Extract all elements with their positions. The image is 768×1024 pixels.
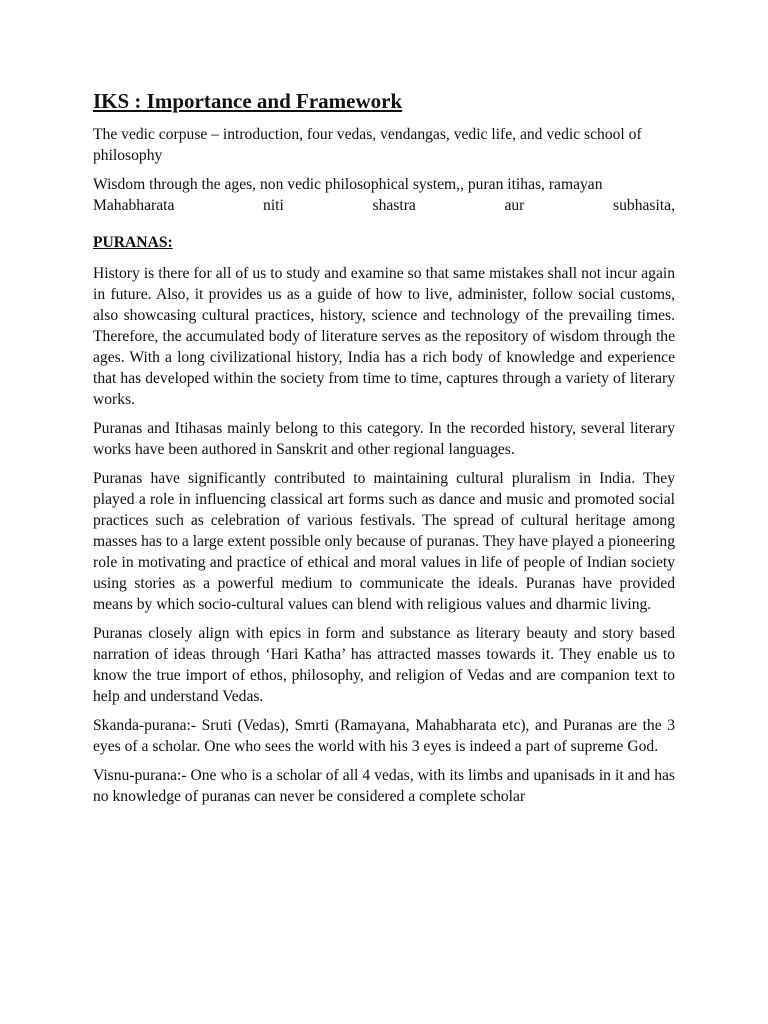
body-paragraph: Puranas and Itihasas mainly belong to this category. In the recorded history, several literary works have been authored in Sanskrit and other regional languages. <box>93 420 675 458</box>
body-paragraph: Visnu-purana:- One who is a scholar of all 4 vedas, with its limbs and upanisads in it and has no knowledge of puranas can never be considered a complete scholar <box>93 767 675 805</box>
intro-paragraph-2: Wisdom through the ages, non vedic philosophical system,, puran itihas, ramayan <box>93 176 603 193</box>
document-page <box>93 88 675 815</box>
intro-word: niti <box>263 197 284 214</box>
document-title: IKS : Importance and Framework <box>93 89 403 113</box>
body-paragraph: Puranas closely align with epics in form and substance as literary beauty and story based narration of ideas through ‘Hari Katha’ has attracted masses towards it. They enable us to know the true import of ethos, philosophy, and religion of Vedas and are companion text to help and understand Vedas. <box>93 625 675 705</box>
body-paragraph: Skanda-purana:- Sruti (Vedas), Smrti (Ramayana, Mahabharata etc), and Puranas are the 3 eyes of a scholar. One who sees the world with his 3 eyes is indeed a part of supreme God. <box>93 717 675 755</box>
section-heading-puranas: PURANAS: <box>93 234 173 251</box>
intro-paragraph-1: The vedic corpuse – introduction, four vedas, vendangas, vedic life, and vedic school of philosophy <box>93 126 642 164</box>
intro-spread-line <box>93 195 675 216</box>
intro-word: Mahabharata <box>93 197 175 214</box>
intro-word: shastra <box>372 197 416 214</box>
intro-word: subhasita, <box>613 197 675 214</box>
intro-word: aur <box>504 197 525 214</box>
body-paragraph: History is there for all of us to study and examine so that same mistakes shall not incur again in future. Also, it provides us as a guide of how to live, administer, follow social customs, also showcasing cultural practices, history, science and technology of the prevailing times. Therefore, the accumulated body of literature serves as the repository of wisdom through the ages. With a long civilizational history, India has a rich body of knowledge and experience that has developed within the society from time to time, captures through a variety of literary works. <box>93 265 675 408</box>
body-paragraph: Puranas have significantly contributed to maintaining cultural pluralism in India. They played a role in influencing classical art forms such as dance and music and promoted social practices such as celebration of various festivals. The spread of cultural heritage among masses has to a large extent possible only because of puranas. They have played a pioneering role in motivating and practice of ethical and moral values in life of people of Indian society using stories as a powerful medium to communicate the ideals. Puranas have provided means by which socio-cultural values can blend with religious values and dharmic living. <box>93 470 675 613</box>
